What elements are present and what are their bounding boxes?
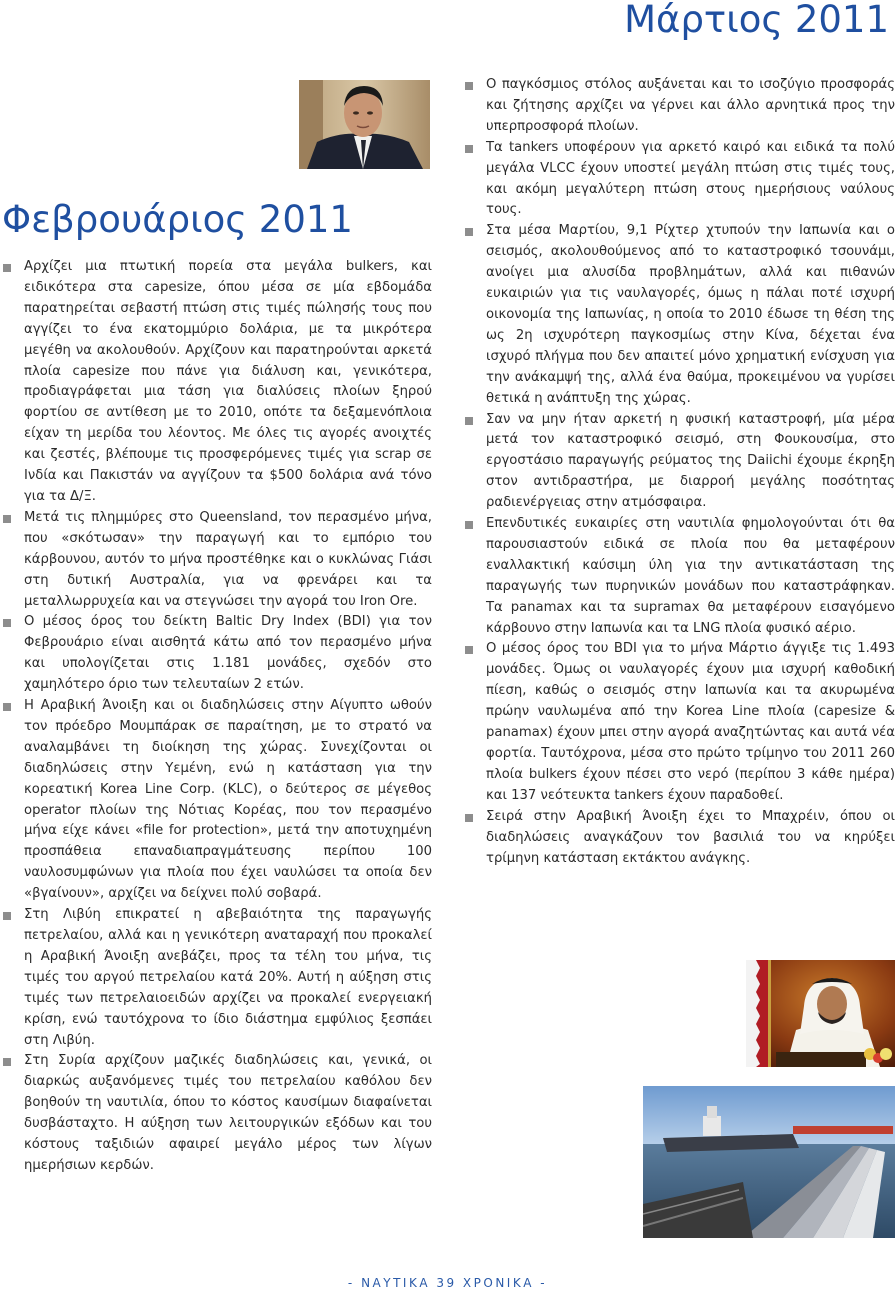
square-bullet-icon: [465, 417, 473, 425]
list-item: [464, 807, 895, 870]
square-bullet-icon: [3, 703, 11, 711]
list-item: [464, 221, 895, 409]
list-item-text: Ο μέσος όρος του δείκτη Baltic Dry Index (BDI) για τον Φεβρουάριο είναι αισθητά κάτω από τον περασμένο μήνα και υπολογίζεται στις 1.181 μονάδες, σχεδόν στο χαμηλότερο όριο των τελευταίων 2 ετών.: [24, 614, 432, 693]
list-item-text: Ο παγκόσμιος στόλος αυξάνεται και το ισοζύγιο προσφοράς και ζήτησης αρχίζει να γέρνει και άλλο αρνητικά προς την υπερπροσφορά πλοίων.: [486, 77, 895, 134]
list-item: [464, 410, 895, 515]
page-footer: - ΝΑΥΤΙΚΑ 39 ΧΡΟΝΙΚΑ -: [347, 1276, 548, 1290]
square-bullet-icon: [465, 521, 473, 529]
list-item: [2, 612, 432, 696]
list-item-text: Επενδυτικές ευκαιρίες στη ναυτιλία φημολογούνται ότι θα παρουσιαστούν ειδικά σε πλοία που θα μεταφέρουν εναλλακτική καύσιμη ύλη για την αντικατάσταση της παραγωγής των πυρηνικών μονάδων που καταστράφηκαν. Τα panamax και τα supramax θα μεταφέρουν εισαγόμενο κάρβουνο στην Ιαπωνία και τα LNG πλοία φυσικό αέριο.: [486, 516, 895, 636]
bahrain-king-photo: [746, 960, 895, 1067]
list-item: [2, 508, 432, 613]
list-item: [2, 696, 432, 905]
list-item-text: Σειρά στην Αραβική Άνοιξη έχει το Μπαχρέιν, όπου οι διαδηλώσεις αναγκάζουν τον βασιλιά του να κηρύξει τρίμηνη κατάσταση εκτάκτου ανάγκης.: [486, 808, 895, 866]
march-news-list: [464, 75, 895, 869]
list-item: [464, 138, 895, 222]
square-bullet-icon: [465, 228, 473, 236]
list-item-text: Ο μέσος όρος του BDI για το μήνα Μάρτιο άγγιξε τις 1.493 μονάδες. Όμως οι ναυλαγορές έχουν μια ισχυρή καθοδική πίεση, καθώς ο σεισμός στην Ιαπωνία και τα ακυρωμένα πρώην ναυλωμένα από την Korea Line πλοία (capesize & panamax) έχουν μπει στην αγορά αναζητώντας και αυτά νέα φορτία. Ταυτόχρονα, μέσα στο πρώτο τρίμηνο του 2011 260 πλοία bulkers έχουν πέσει στο νερό (περίπου 3 κάθε ημέρα) και 137 νεότευκτα tankers έχουν παραδοθεί.: [486, 641, 895, 803]
list-item-text: Στη Λιβύη επικρατεί η αβεβαιότητα της παραγωγής πετρελαίου, αλλά και η γενικότερη αναταραχή που προκαλεί η Αραβική Άνοιξη ανεβάζει, προς τα τέλη του μήνα, τις τιμές του αργού πετρελαίου κατά 20%. Αυτή η αύξηση στις τιμές των πετρελαιοειδών αρχίζει να προκαλεί ενεργειακή κρίση, ενώ ταυτόχρονα το ίδιο διάστημα εμφύλιος ξεσπάει στη Λιβύη.: [24, 907, 432, 1048]
list-item-text: Σαν να μην ήταν αρκετή η φυσική καταστροφή, μία μέρα μετά τον καταστροφικό σεισμό, στη Φουκουσίμα, στο εργοστάσιο παραγωγής ρεύματος της Daiichi έχουμε έκρηξη στον αντιδραστήρα, με διαρροή μεγάλης ποσότητας ραδιενέργειας στην ατμόσφαιρα.: [486, 411, 895, 511]
square-bullet-icon: [465, 646, 473, 654]
list-item-text: Η Αραβική Άνοιξη και οι διαδηλώσεις στην Αίγυπτο ωθούν τον πρόεδρο Μουμπάρακ σε παραίτηση, με το στρατό να αναλαμβάνει τη διοίκηση της χώρας. Συνεχίζονται οι διαδηλώσεις στην Υεμένη, ενώ η κατάσταση για την κορεατική Korea Line Corp. (KLC), ο δεύτερος σε μέγεθος operator πλοίων της Νότιας Κορέας, που τον περασμένο μήνα είχε κάνει «file for protection», μετά την αποτυχημένη προσπάθεια επαναδιαπραγμάτευσης περίπου 100 ναυλοσυμφώνων για πλοία που έχει ναυλώσει τα οποία δεν «βγαίνουν», αρχίζει να δείχνει πολύ σοβαρά.: [24, 698, 432, 902]
list-item-text: Στα μέσα Μαρτίου, 9,1 Ρίχτερ χτυπούν την Ιαπωνία και ο σεισμός, ακολουθούμενος από το καταστροφικό τσουνάμι, ανοίγει μια αλυσίδα προβλημάτων, αλλά και πιθανών ευκαιριών για τις ναυλαγορές, όμως η πάλαι ποτέ ισχυρή οικονομία της Ιαπωνίας, η οποία το 2010 έδωσε τη θέση της ως 2η ισχυρότερη παγκοσμίως στην Κίνα, δέχεται ένα ισχυρό πλήγμα που δεν απαιτεί μόνο χρηματική ενίσχυση για την ανάκαμψή της, αλλά ένα θαύμα, προκειμένου να γυρίσει θετικά η ανάπτυξη της χώρας.: [486, 223, 895, 406]
list-item: [2, 257, 432, 508]
square-bullet-icon: [3, 912, 11, 920]
list-item: [2, 905, 432, 1051]
list-item: [2, 1051, 432, 1176]
list-item-text: Τα tankers υποφέρουν για αρκετό καιρό και ειδικά τα πολύ μεγάλα VLCC έχουν υποστεί μεγάλη πτώση στις τιμές τους, και ακόμη μεγαλύτερη πτώση στους ημερήσιους ναύλους τους.: [486, 139, 895, 218]
square-bullet-icon: [3, 515, 11, 523]
list-item-text: Στη Συρία αρχίζουν μαζικές διαδηλώσεις και, γενικά, οι διαρκώς αυξανόμενες τιμές του πετρελαίου καθόλου δεν βοηθούν τη ναυτιλία, όπου το κόστος καυσίμων διαφαίνεται δυσβάσταχτο. Η αύξηση των λειτουργικών εξόδων και του κόστους ταξιδιών αφαιρεί μεγάλο μέρος των λίγων ημερήσιων κερδών.: [24, 1053, 432, 1173]
square-bullet-icon: [3, 264, 11, 272]
square-bullet-icon: [465, 145, 473, 153]
list-item: [464, 639, 895, 806]
mubarak-portrait-photo: [299, 80, 430, 169]
march-2011-heading: Μάρτιος 2011: [624, 0, 889, 41]
square-bullet-icon: [3, 619, 11, 627]
square-bullet-icon: [465, 82, 473, 90]
square-bullet-icon: [3, 1058, 11, 1066]
list-item-text: Μετά τις πλημμύρες στο Queensland, τον περασμένο μήνα, που «σκότωσαν» την παραγωγή και το εμπόριο του κάρβουνου, αυτόν το μήνα προστέθηκε και ο κυκλώνας Γιάσι στη δυτική Αυστραλία, για να φρενάρει και τα μεταλλωρρυχεία και να στεγνώσει την αγορά του Iron Ore.: [24, 509, 432, 609]
list-item: [464, 75, 895, 138]
list-item-text: Αρχίζει μια πτωτική πορεία στα μεγάλα bulkers, και ειδικότερα στα capesize, όπου μέσα σε μία εβδομάδα παρατηρείται σεβαστή πτώση στις τιμές πώλησής τους που αγγίζει το ένα εκατομμύριο δολάρια, με τα μικρότερα μεγέθη να ακολουθούν. Αρχίζουν και παρατηρούνται αρκετά πλοία capesize που πάνε για διάλυση και, γενικότερα, προδιαγράφεται μια τάση για διαλύσεις πλοίων ξηρού φορτίου σε αντίθεση με το 2010, οπότε τα δεξαμενόπλοια είχαν τη μερίδα του λέοντος. Με όλες τις αγορές ανοιχτές και ζεστές, βλέπουμε τις προσφερόμενες τιμές για scrap σε Ινδία και Πακιστάν να αγγίζουν τα $500 δολάρια ανά τόνο για τα Δ/Ξ.: [24, 259, 432, 504]
square-bullet-icon: [465, 814, 473, 822]
february-2011-heading: Φεβρουάριος 2011: [2, 198, 353, 241]
february-news-list: [2, 257, 432, 1177]
list-item: [464, 514, 895, 639]
oil-tanker-pipeline-photo: [643, 1086, 895, 1238]
